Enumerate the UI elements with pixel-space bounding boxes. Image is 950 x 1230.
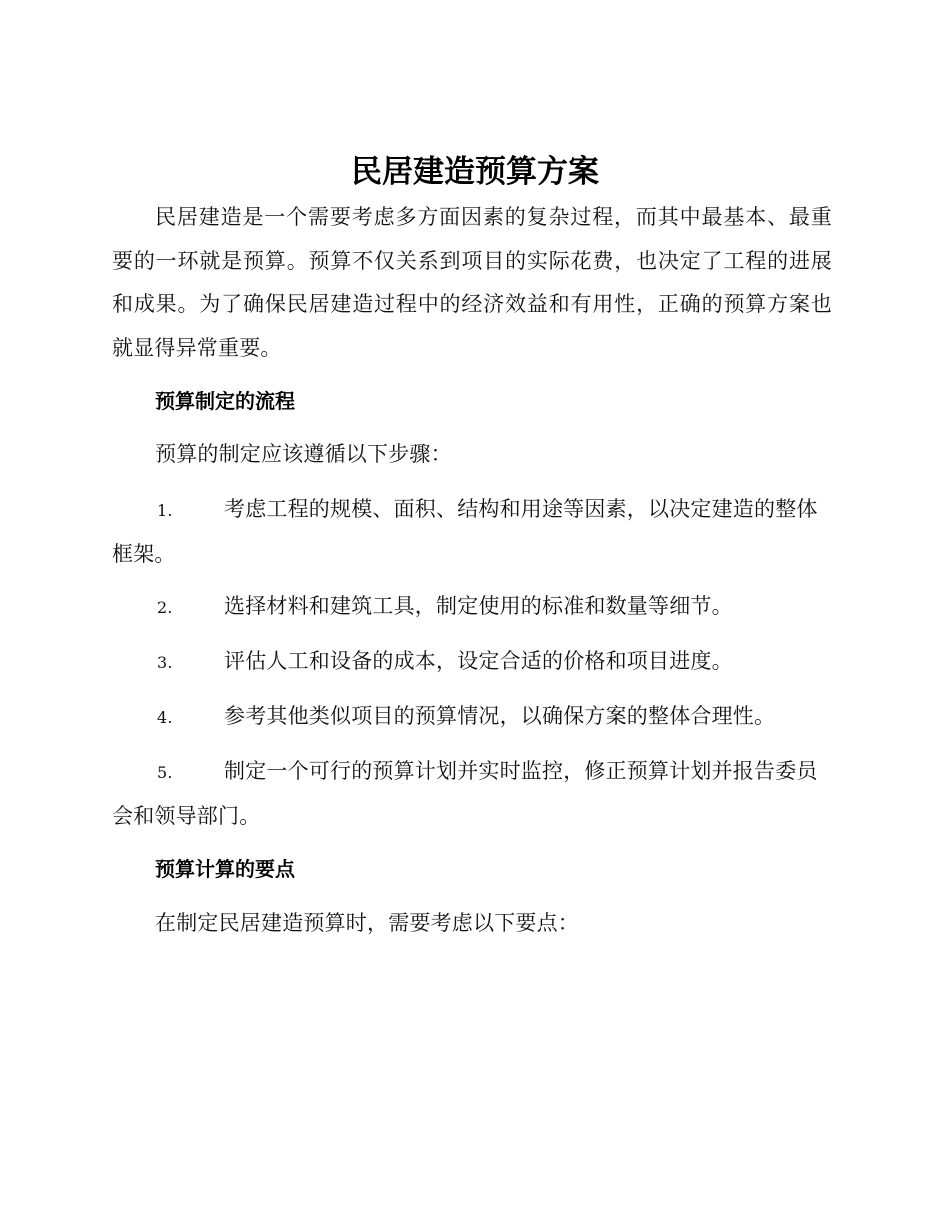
list-item-text: 选择材料和建筑工具，制定使用的标准和数量等细节。 xyxy=(224,594,733,618)
list-item-number: 4. xyxy=(157,708,173,727)
list-item xyxy=(112,585,832,630)
section-lead-budget-key-points: 在制定民居建造预算时，需要考虑以下要点： xyxy=(155,911,579,935)
list-item-number: 1. xyxy=(157,501,173,520)
list-item-text: 制定一个可行的预算计划并实时监控，修正预算计划并报告委员会和领导部门。 xyxy=(112,759,818,828)
section-heading-budget-key-points: 预算计算的要点 xyxy=(155,857,295,881)
list-item-text: 考虑工程的规模、面积、结构和用途等因素，以决定建造的整体框架。 xyxy=(112,497,818,566)
intro-paragraph: 民居建造是一个需要考虑多方面因素的复杂过程，而其中最基本、最重要的一环就是预算。预算不仅关系到项目的实际花费，也决定了工程的进展和成果。为了确保民居建造过程中的经济效益和有用性，正确的预算方案也就显得异常重要。 xyxy=(112,205,832,360)
document-title: 民居建造预算方案 xyxy=(351,154,599,190)
list-item-text: 参考其他类似项目的预算情况，以确保方案的整体合理性。 xyxy=(224,704,776,728)
section-heading-budget-process: 预算制定的流程 xyxy=(155,389,295,413)
list-item xyxy=(112,488,832,576)
list-item xyxy=(112,695,832,740)
list-item-text: 评估人工和设备的成本，设定合适的价格和项目进度。 xyxy=(224,649,733,673)
section-lead-budget-process: 预算的制定应该遵循以下步骤： xyxy=(155,442,452,466)
list-item-number: 5. xyxy=(157,763,173,782)
list-item-number: 3. xyxy=(157,653,173,672)
list-item-number: 2. xyxy=(157,598,173,617)
list-item xyxy=(112,750,832,838)
list-item xyxy=(112,640,832,685)
